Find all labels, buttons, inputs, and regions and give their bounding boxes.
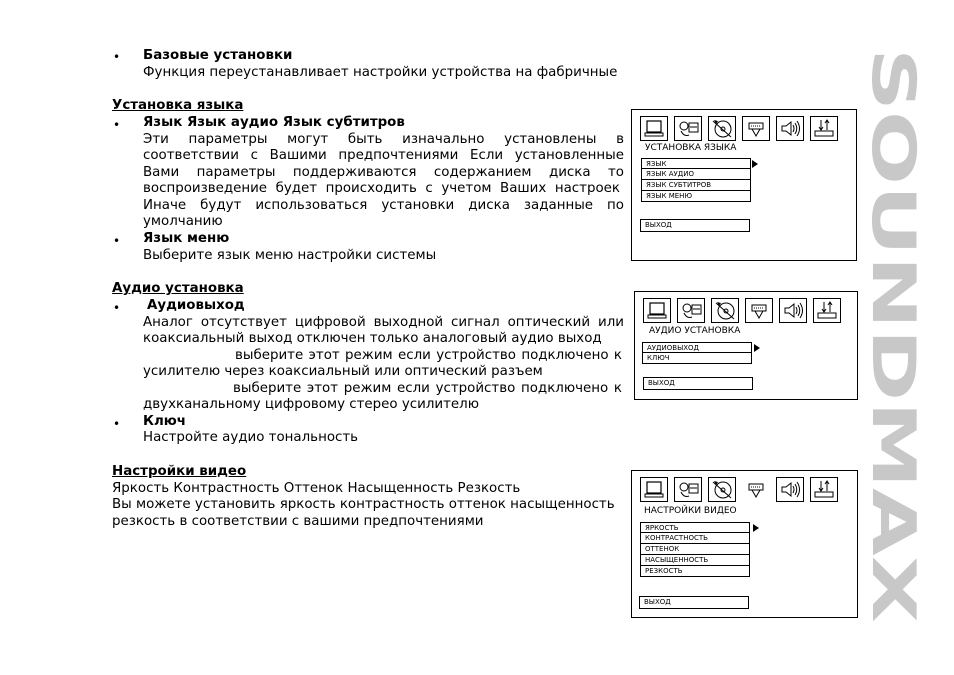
brand-logo [858, 48, 928, 623]
panel-menu [640, 522, 750, 577]
audio-desc-line: Аналог отсутствует цифровой выходной сигнал оптический или [143, 315, 624, 330]
monitor-icon[interactable] [643, 298, 671, 323]
preferences-icon[interactable] [810, 116, 838, 141]
lang-desc-line: Эти параметры могут быть изначально установлены в [143, 132, 624, 147]
lang-desc-line: Вами параметры поддерживаются содержанием диска то [143, 165, 624, 180]
menu-item-audio-language[interactable]: ЯЗЫК АУДИО [641, 169, 751, 180]
selection-arrow-icon [753, 524, 759, 532]
panel-menu [642, 342, 752, 364]
selection-arrow-icon [754, 344, 760, 352]
panel-title: НАСТРОЙКИ ВИДЕО [644, 506, 737, 516]
menu-item-brightness[interactable]: ЯРКОСТЬ [640, 522, 750, 533]
video-section-heading: Настройки видео [112, 464, 247, 479]
audio-desc-line: выберите этот режим если устройство подключено к [235, 348, 622, 363]
audio-desc-line: усилителю через коаксиальный или оптический разъем [143, 364, 543, 379]
menu-item-menu-language[interactable]: ЯЗЫК МЕНЮ [641, 191, 751, 202]
speaker-icon[interactable] [776, 116, 804, 141]
audio-section-heading: Аудио установка [112, 281, 244, 296]
video-icon[interactable] [745, 298, 773, 323]
exit-button[interactable]: ВЫХОД [640, 219, 750, 232]
menu-item-audio-output[interactable]: АУДИОВЫХОД [642, 342, 752, 353]
bullet: • [113, 301, 121, 315]
video-params: Яркость Контрастность Оттенок Насыщенность Резкость [112, 481, 521, 496]
menu-lang-title: Язык меню [143, 231, 230, 246]
language-icon[interactable] [674, 477, 702, 502]
video-icon[interactable] [742, 477, 770, 502]
panel-title: АУДИО УСТАНОВКА [649, 326, 741, 336]
bullet: • [113, 118, 121, 132]
lang-desc-line: Иначе будут использоваться установки диска заданные по [143, 198, 624, 213]
menu-item-saturation[interactable]: НАСЫЩЕННОСТЬ [640, 555, 750, 566]
language-icon[interactable] [677, 298, 705, 323]
disc-icon[interactable] [708, 477, 736, 502]
disc-icon[interactable] [708, 116, 736, 141]
menu-lang-desc: Выберите язык меню настройки системы [143, 248, 437, 263]
disc-icon[interactable] [711, 298, 739, 323]
basic-desc: Функция переустанавливает настройки устройства на фабричные [143, 65, 618, 80]
selection-arrow-icon [752, 160, 758, 168]
speaker-icon[interactable] [779, 298, 807, 323]
setup-icon-bar [640, 116, 838, 143]
basic-title: Базовые установки [143, 48, 293, 63]
monitor-icon[interactable] [640, 477, 668, 502]
audio-desc-line: выберите этот режим если устройство подключено к [233, 381, 622, 396]
language-icon[interactable] [674, 116, 702, 141]
bullet: • [113, 234, 121, 248]
menu-item-subtitle-language[interactable]: ЯЗЫК СУБТИТРОВ [641, 180, 751, 191]
audio-desc-line: коаксиальный выход отключен только аналоговый аудио выход [143, 331, 602, 346]
lang-desc-line: умолчанию [143, 214, 223, 229]
language-setup-panel [631, 109, 857, 261]
lang-desc-line: воспроизведение будет происходить с учетом Ваших настроек [143, 181, 620, 196]
audio-setup-panel [634, 291, 858, 400]
setup-icon-bar [643, 298, 841, 325]
menu-item-hue[interactable]: ОТТЕНОК [640, 544, 750, 555]
video-setup-panel [631, 470, 858, 618]
key-desc: Настройте аудио тональность [143, 430, 359, 445]
menu-item-language[interactable]: ЯЗЫК [641, 158, 751, 169]
menu-item-key[interactable]: КЛЮЧ [642, 353, 752, 364]
lang-desc-line: соответствии с Вашими предпочтениями Если установленные [143, 148, 624, 163]
setup-icon-bar [640, 477, 838, 504]
preferences-icon[interactable] [813, 298, 841, 323]
video-icon[interactable] [742, 116, 770, 141]
key-title: Ключ [143, 414, 186, 429]
video-desc-line: резкость в соответствии с вашими предпочтениями [112, 514, 484, 529]
menu-item-contrast[interactable]: КОНТРАСТНОСТЬ [640, 533, 750, 544]
speaker-icon[interactable] [776, 477, 804, 502]
preferences-icon[interactable] [810, 477, 838, 502]
panel-menu [641, 158, 751, 202]
lang-section-heading: Установка языка [112, 98, 244, 113]
exit-button[interactable]: ВЫХОД [639, 596, 749, 609]
bullet: • [113, 417, 121, 431]
video-desc-line: Вы можете установить яркость контрастность оттенок насыщенность [112, 497, 615, 512]
menu-item-sharpness[interactable]: РЕЗКОСТЬ [640, 566, 750, 577]
lang-item-title: Язык Язык аудио Язык субтитров [143, 115, 405, 130]
exit-button[interactable]: ВЫХОД [643, 377, 753, 390]
brand-text: SOUNDMAX [858, 48, 928, 444]
panel-title: УСТАНОВКА ЯЗЫКА [645, 143, 737, 153]
audio-out-title: Аудиовыход [147, 298, 245, 313]
monitor-icon[interactable] [640, 116, 668, 141]
audio-desc-line: двухканальному цифровому стерео усилителю [143, 397, 479, 412]
bullet: • [113, 50, 121, 64]
